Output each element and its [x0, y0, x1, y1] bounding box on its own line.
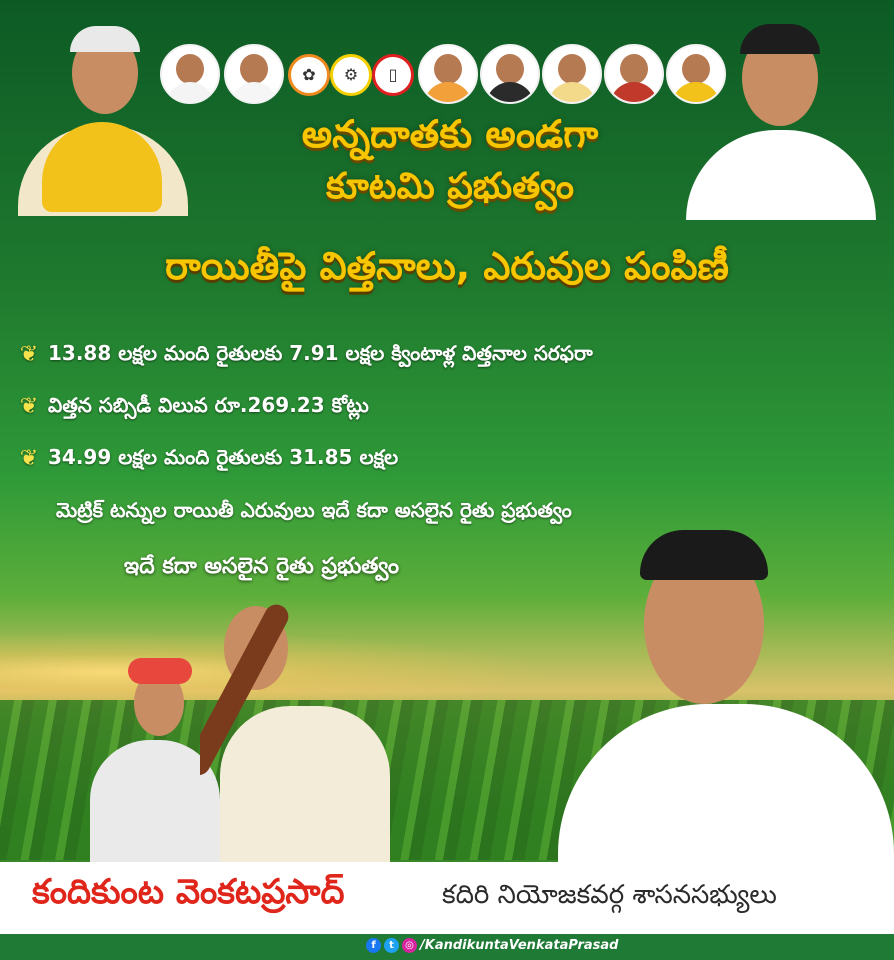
wheat-icon: ❦: [19, 394, 39, 419]
leader-avatar-2: [224, 44, 284, 104]
bullet-1: [16, 340, 593, 370]
social-links[interactable]: [366, 938, 618, 953]
glass-logo-icon: ▯: [372, 54, 414, 96]
bullet-3: [16, 444, 398, 474]
mla-designation: కదిరి నియోజకవర్గ శాసనసభ్యులు: [442, 880, 777, 910]
headline: రాయితీపై విత్తనాలు, ఎరువుల పంపిణీ: [165, 244, 729, 288]
facebook-icon[interactable]: f: [366, 938, 381, 953]
mla-name: కందికుంట వెంకటప్రసాద్: [32, 872, 345, 912]
lotus-logo-icon: ✿: [288, 54, 330, 96]
bullet-2-text: విత్తన సబ్సిడీ విలువ రూ.269.23 కోట్లు: [48, 392, 369, 417]
wheat-icon: ❦: [19, 446, 39, 471]
social-handle[interactable]: /KandikuntaVenkataPrasad: [420, 938, 619, 953]
social-bar: [0, 934, 894, 960]
cycle-logo-icon: ⚙: [330, 54, 372, 96]
leader-avatar-3: [418, 44, 478, 104]
bullet-3-text: 34.99 లక్షల మంది రైతులకు 31.85 లక్షల: [48, 444, 399, 469]
tagline: ఇదే కదా అసలైన రైతు ప్రభుత్వం: [124, 554, 400, 579]
mla-portrait: [548, 524, 894, 862]
leader-with-plough: [200, 586, 400, 862]
bullet-2: [16, 392, 369, 422]
twitter-icon[interactable]: t: [384, 938, 399, 953]
bullet-3-continuation: మెట్రిక్ టన్నుల రాయితీ ఎరువులు ఇదే కదా అసలైన రైతు ప్రభుత్వం: [56, 498, 572, 522]
leader-avatar-5: [542, 44, 602, 104]
leader-avatar-6: [604, 44, 664, 104]
party-logos: [288, 44, 410, 100]
wheat-icon: ❦: [19, 342, 39, 367]
leader-avatar-1: [160, 44, 220, 104]
leader-avatar-4: [480, 44, 540, 104]
leaders-row: [160, 44, 730, 102]
bullet-1-text: 13.88 లక్షల మంది రైతులకు 7.91 లక్షల క్వింటాళ్ల విత్తనాల సరఫరా: [48, 340, 593, 365]
title-line-1: అన్నదాతకు అండగా: [301, 112, 599, 156]
title-line-2: కూటమి ప్రభుత్వం: [325, 166, 575, 207]
footer-banner: [0, 862, 894, 934]
leader-avatar-7: [666, 44, 726, 104]
instagram-icon[interactable]: ◎: [402, 938, 417, 953]
